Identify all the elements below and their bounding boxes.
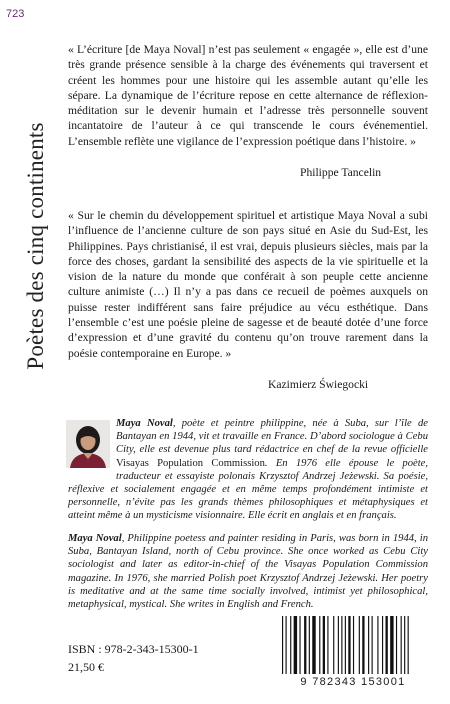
series-number: 723 <box>6 8 25 20</box>
quote-text: « Sur le chemin du développement spirituel et artistique Maya Noval a subi l’influence de l’ancienne culture de son pays situé en Asie du Sud-Est, les Philippines. Pays christianisé, il est vrai, depuis plusieurs siècles, mais par la force des choses, gardant la sensibilité des aspects de la vie spirituelle et la vision de la nature du monde que conférait à son peuple cette ancienne culture animiste (…) Il n’y a pas dans ce recueil de poèmes auxquels on puisse rester indifférent sans faire préjudice au vécu esthétique. Dans l’ensemble c’est une poésie pleine de sagesse et de beauté dotée d’une force d’expression et d’une gravité du contenu qu’on trouve rarement dans la poésie contemporaine en Europe. » <box>68 209 428 360</box>
barcode-bar <box>377 616 378 674</box>
barcode-bar <box>294 616 297 674</box>
barcode-bar <box>382 616 383 674</box>
barcode-bar <box>282 616 283 674</box>
barcode-bar <box>386 616 388 674</box>
barcode-bar <box>401 616 402 674</box>
bio-en-name: Maya Noval <box>68 533 122 544</box>
bio-english <box>68 532 428 611</box>
bio-fr-magazine: Visayas Population Commission <box>116 457 265 469</box>
bio-en-text: , Philippine poetess and painter residing in Paris, was born in 1944, in Suba, Bantayan Island, north of Cebu province. She once worked as Cebu City sociologist and later as editor-in-chief of the Visayas Population Commission magazine. In 1976, she married Polish poet Krzysztof Andrzej Jeżewski. Her poetry is meditative and at the same time socially involved, intimist yet philosophical, metaphysical, mystical. She writes in English and French. <box>68 533 428 611</box>
barcode-bar <box>299 616 300 674</box>
barcode-bar <box>341 616 342 674</box>
bio-fr-text-a: , poète et peintre philippine, née à Suba, sur l’île de Bantayan en 1944, vit et travaille en France. D’abord sociologue à Cebu City, elle est devenue plus tard rédactrice en chef de la revue officielle <box>116 418 428 456</box>
barcode-bar <box>319 616 320 674</box>
barcode-bar <box>390 616 393 674</box>
barcode-bar <box>404 616 405 674</box>
barcode-bar <box>333 616 334 674</box>
quote-author-swiegocki: Kazimierz Świegocki <box>268 378 369 391</box>
series-title: Poètes des cinq continents <box>23 122 48 370</box>
barcode-bar <box>348 616 350 674</box>
quote-author-tancelin: Philippe Tancelin <box>300 166 382 179</box>
barcode-bar <box>323 616 325 674</box>
barcode-bar <box>362 616 364 674</box>
price: 21,50 € <box>68 660 104 674</box>
barcode-bar <box>286 616 287 674</box>
isbn: ISBN : 978-2-343-15300-1 <box>68 642 199 656</box>
barcode-bar <box>304 616 306 674</box>
quote-tancelin <box>68 42 428 149</box>
bio-fr-name: Maya Noval <box>116 418 173 429</box>
barcode-bar <box>290 616 291 674</box>
barcode-bar <box>372 616 373 674</box>
bio-french <box>68 417 428 523</box>
bio-fr-text-b: . En 1976 elle épouse le poète, traducteur et essayiste polonais Krzysztof Andrzej Jeżewski. Sa poésie, réflexive et socialement engagée et en même temps profondément intimiste et personnelle, n’évite pas les grands thèmes philosophiques et métaphysiques et atteint même à un mysticisme visionnaire. Elle écrit en anglais et en français. <box>68 457 428 522</box>
quote-swiegocki <box>68 208 428 361</box>
barcode-bar <box>338 616 339 674</box>
portrait-float-spacer <box>68 417 116 471</box>
barcode-bar <box>353 616 354 674</box>
barcode-bar <box>312 616 315 674</box>
barcode-icon <box>280 616 426 678</box>
barcode-bar <box>408 616 409 674</box>
quote-text: « L’écriture [de Maya Noval] n’est pas seulement « engagée », elle est d’une très grande présence sensible à la charge des événements qui traversent et créent les hommes pour une histoire qui les assemble autant qu’elle les sépare. La dynamique de l’écriture repose en cette alternance de réflexion-méditation sur le devenir humain et l’adresse très personnelle souvent incantatoire de l’auteur à ce qui transcende le cours événementiel. L’ensemble reflète une vigilance de l’expression poétique dans l’histoire. » <box>68 43 428 148</box>
barcode-bar <box>327 616 328 674</box>
barcode-bar <box>309 616 310 674</box>
barcode-bar <box>396 616 397 674</box>
barcode-digits: 9 782343 153001 <box>300 676 406 688</box>
barcode-bar <box>359 616 360 674</box>
barcode-bar <box>345 616 346 674</box>
barcode-bar <box>368 616 369 674</box>
